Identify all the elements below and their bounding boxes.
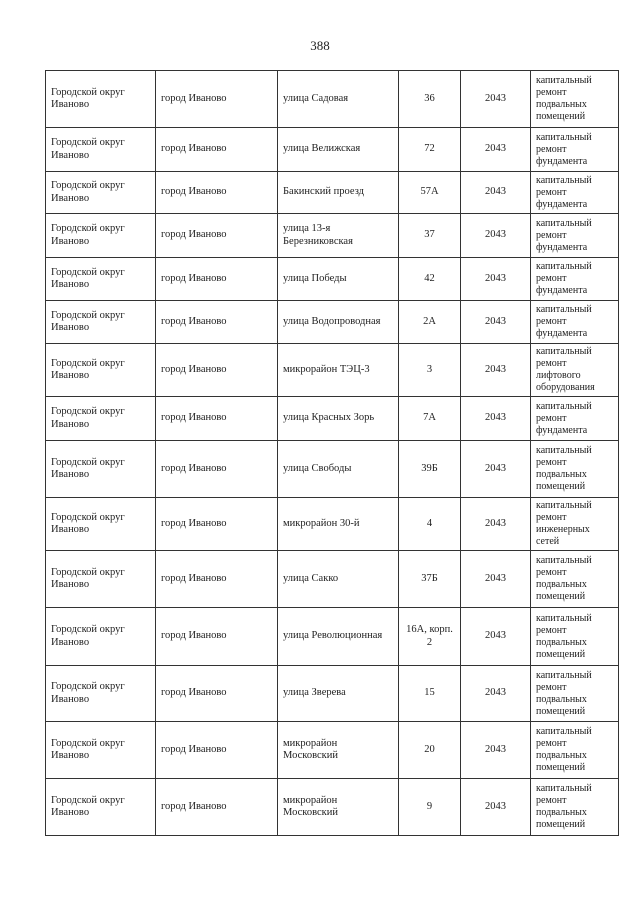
cell-work-type: капитальный ремонт лифтового оборудования xyxy=(531,344,619,397)
cell-year: 2043 xyxy=(461,608,531,666)
cell-city: город Иваново xyxy=(156,214,278,258)
cell-house: 37Б xyxy=(399,551,461,608)
table-row xyxy=(46,344,619,397)
registry-table-body xyxy=(46,71,619,836)
cell-okrug: Городской округ Иваново xyxy=(46,172,156,214)
cell-street: микрорайон ТЭЦ-3 xyxy=(278,344,399,397)
table-row xyxy=(46,397,619,441)
cell-work-type: капитальный ремонт подвальных помещений xyxy=(531,666,619,722)
cell-street: улица Велижская xyxy=(278,128,399,172)
cell-work-type: капитальный ремонт подвальных помещений xyxy=(531,722,619,779)
cell-street: улица 13-я Березниковская xyxy=(278,214,399,258)
cell-city: город Иваново xyxy=(156,172,278,214)
cell-okrug: Городской округ Иваново xyxy=(46,441,156,498)
cell-city: город Иваново xyxy=(156,608,278,666)
cell-year: 2043 xyxy=(461,214,531,258)
cell-okrug: Городской округ Иваново xyxy=(46,301,156,344)
cell-city: город Иваново xyxy=(156,722,278,779)
cell-work-type: капитальный ремонт фундамента xyxy=(531,301,619,344)
cell-year: 2043 xyxy=(461,441,531,498)
table-row xyxy=(46,172,619,214)
cell-okrug: Городской округ Иваново xyxy=(46,258,156,301)
cell-okrug: Городской округ Иваново xyxy=(46,214,156,258)
cell-year: 2043 xyxy=(461,779,531,836)
cell-house: 3 xyxy=(399,344,461,397)
table-row xyxy=(46,214,619,258)
table-row xyxy=(46,722,619,779)
cell-house: 72 xyxy=(399,128,461,172)
table-row xyxy=(46,779,619,836)
cell-work-type: капитальный ремонт фундамента xyxy=(531,172,619,214)
cell-city: город Иваново xyxy=(156,397,278,441)
cell-street: улица Зверева xyxy=(278,666,399,722)
cell-year: 2043 xyxy=(461,301,531,344)
cell-street: улица Красных Зорь xyxy=(278,397,399,441)
cell-okrug: Городской округ Иваново xyxy=(46,666,156,722)
cell-city: город Иваново xyxy=(156,498,278,551)
table-row xyxy=(46,71,619,128)
cell-okrug: Городской округ Иваново xyxy=(46,779,156,836)
cell-street: улица Водопроводная xyxy=(278,301,399,344)
cell-work-type: капитальный ремонт фундамента xyxy=(531,258,619,301)
cell-year: 2043 xyxy=(461,397,531,441)
cell-work-type: капитальный ремонт подвальных помещений xyxy=(531,779,619,836)
cell-city: город Иваново xyxy=(156,128,278,172)
cell-year: 2043 xyxy=(461,551,531,608)
cell-year: 2043 xyxy=(461,172,531,214)
cell-house: 4 xyxy=(399,498,461,551)
cell-street: улица Революционная xyxy=(278,608,399,666)
table-row xyxy=(46,551,619,608)
cell-work-type: капитальный ремонт фундамента xyxy=(531,397,619,441)
cell-city: город Иваново xyxy=(156,551,278,608)
cell-work-type: капитальный ремонт подвальных помещений xyxy=(531,441,619,498)
cell-okrug: Городской округ Иваново xyxy=(46,722,156,779)
cell-house: 7А xyxy=(399,397,461,441)
cell-year: 2043 xyxy=(461,128,531,172)
cell-city: город Иваново xyxy=(156,258,278,301)
table-row xyxy=(46,128,619,172)
cell-city: город Иваново xyxy=(156,441,278,498)
cell-year: 2043 xyxy=(461,344,531,397)
cell-year: 2043 xyxy=(461,666,531,722)
cell-okrug: Городской округ Иваново xyxy=(46,551,156,608)
cell-house: 42 xyxy=(399,258,461,301)
cell-work-type: капитальный ремонт подвальных помещений xyxy=(531,608,619,666)
table-row xyxy=(46,301,619,344)
cell-work-type: капитальный ремонт подвальных помещений xyxy=(531,551,619,608)
cell-house: 9 xyxy=(399,779,461,836)
cell-year: 2043 xyxy=(461,71,531,128)
cell-okrug: Городской округ Иваново xyxy=(46,71,156,128)
cell-street: микрорайон 30-й xyxy=(278,498,399,551)
cell-street: микрорайон Московский xyxy=(278,722,399,779)
cell-street: улица Сакко xyxy=(278,551,399,608)
cell-work-type: капитальный ремонт инженерных сетей xyxy=(531,498,619,551)
table-row xyxy=(46,258,619,301)
cell-year: 2043 xyxy=(461,498,531,551)
cell-city: город Иваново xyxy=(156,344,278,397)
cell-street: улица Победы xyxy=(278,258,399,301)
cell-year: 2043 xyxy=(461,258,531,301)
cell-okrug: Городской округ Иваново xyxy=(46,128,156,172)
cell-house: 57А xyxy=(399,172,461,214)
cell-work-type: капитальный ремонт фундамента xyxy=(531,128,619,172)
cell-house: 37 xyxy=(399,214,461,258)
cell-work-type: капитальный ремонт фундамента xyxy=(531,214,619,258)
cell-street: Бакинский проезд xyxy=(278,172,399,214)
cell-house: 36 xyxy=(399,71,461,128)
cell-street: микрорайон Московский xyxy=(278,779,399,836)
table-row xyxy=(46,498,619,551)
cell-house: 2А xyxy=(399,301,461,344)
cell-street: улица Садовая xyxy=(278,71,399,128)
cell-okrug: Городской округ Иваново xyxy=(46,608,156,666)
cell-city: город Иваново xyxy=(156,666,278,722)
cell-year: 2043 xyxy=(461,722,531,779)
cell-city: город Иваново xyxy=(156,301,278,344)
cell-work-type: капитальный ремонт подвальных помещений xyxy=(531,71,619,128)
cell-house: 16А, корп. 2 xyxy=(399,608,461,666)
table-row xyxy=(46,666,619,722)
cell-okrug: Городской округ Иваново xyxy=(46,344,156,397)
cell-house: 15 xyxy=(399,666,461,722)
page-number: 388 xyxy=(310,38,330,53)
cell-city: город Иваново xyxy=(156,779,278,836)
registry-table xyxy=(45,70,619,836)
cell-city: город Иваново xyxy=(156,71,278,128)
cell-okrug: Городской округ Иваново xyxy=(46,498,156,551)
cell-street: улица Свободы xyxy=(278,441,399,498)
cell-house: 39Б xyxy=(399,441,461,498)
cell-house: 20 xyxy=(399,722,461,779)
cell-okrug: Городской округ Иваново xyxy=(46,397,156,441)
table-row xyxy=(46,441,619,498)
table-row xyxy=(46,608,619,666)
